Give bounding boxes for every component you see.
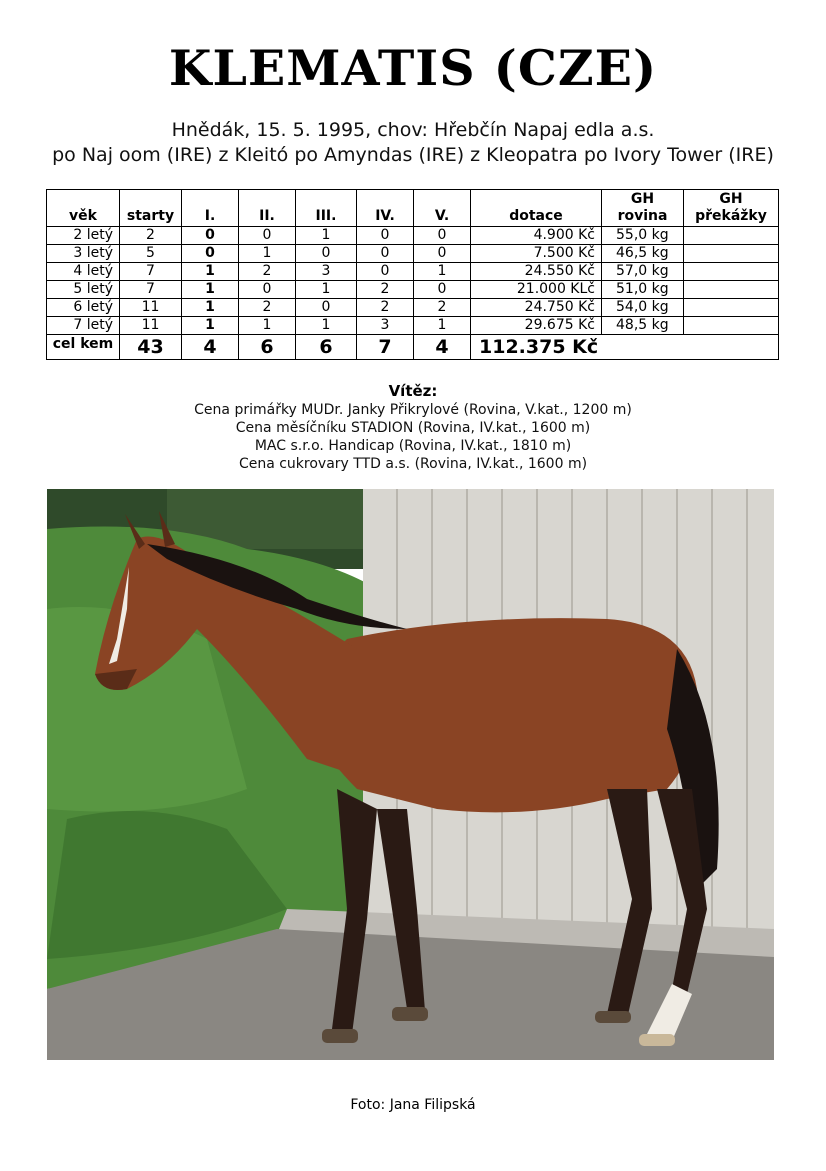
table-row <box>47 281 779 299</box>
starts-cell: 11 <box>120 299 182 317</box>
age-cell: 4 letý <box>47 263 120 281</box>
starts-cell: 11 <box>120 317 182 335</box>
third-place-cell: 1 <box>296 281 357 299</box>
gh-jumps-cell <box>684 227 779 245</box>
second-place-cell: 1 <box>239 245 296 263</box>
win-item: Cena primářky MUDr. Janky Přikrylové (Rovina, V.kat., 1200 m) <box>194 402 632 418</box>
earnings-cell: 7.500 Kč <box>471 245 602 263</box>
total-third: 6 <box>296 335 357 360</box>
gh-flat-cell: 54,0 kg <box>602 299 684 317</box>
header-gh-jumps <box>684 190 779 227</box>
first-place-cell: 1 <box>182 281 239 299</box>
fourth-place-cell: 0 <box>357 227 414 245</box>
gh-jumps-cell <box>684 299 779 317</box>
second-place-cell: 2 <box>239 299 296 317</box>
gh-flat-cell: 57,0 kg <box>602 263 684 281</box>
header-second: II. <box>239 190 296 227</box>
fourth-place-cell: 3 <box>357 317 414 335</box>
gh-flat-cell: 51,0 kg <box>602 281 684 299</box>
header-fourth: IV. <box>357 190 414 227</box>
horse-photo-illustration <box>47 489 774 1060</box>
horse-pedigree: po Naj oom (IRE) z Kleitó po Amyndas (IRE) z Kleopatra po Ivory Tower (IRE) <box>52 144 774 166</box>
header-age: věk <box>47 190 120 227</box>
header-gh-jumps-label: GH překážky <box>695 191 767 224</box>
earnings-cell: 24.550 Kč <box>471 263 602 281</box>
fourth-place-cell: 2 <box>357 299 414 317</box>
fourth-place-cell: 0 <box>357 245 414 263</box>
age-cell: 2 letý <box>47 227 120 245</box>
gh-jumps-cell <box>684 281 779 299</box>
gh-jumps-cell <box>684 245 779 263</box>
second-place-cell: 1 <box>239 317 296 335</box>
horse-details: Hnědák, 15. 5. 1995, chov: Hřebčín Napaj edla a.s. <box>171 119 655 141</box>
total-second: 6 <box>239 335 296 360</box>
winner-heading: Vítěz: <box>388 382 438 400</box>
table-row <box>47 227 779 245</box>
header-gh-flat-label: GH rovina <box>617 191 668 224</box>
header-first: I. <box>182 190 239 227</box>
third-place-cell: 0 <box>296 245 357 263</box>
horse-photo <box>47 489 774 1060</box>
earnings-cell: 4.900 Kč <box>471 227 602 245</box>
header-starts: starty <box>120 190 182 227</box>
wins-list <box>0 401 826 473</box>
earnings-cell: 24.750 Kč <box>471 299 602 317</box>
total-starts: 43 <box>120 335 182 360</box>
gh-jumps-cell <box>684 263 779 281</box>
total-blank-cell <box>684 335 779 360</box>
total-first: 4 <box>182 335 239 360</box>
gh-flat-cell: 48,5 kg <box>602 317 684 335</box>
fourth-place-cell: 2 <box>357 281 414 299</box>
second-place-cell: 2 <box>239 263 296 281</box>
fifth-place-cell: 0 <box>414 227 471 245</box>
header-third: III. <box>296 190 357 227</box>
age-cell: 5 letý <box>47 281 120 299</box>
earnings-cell: 29.675 Kč <box>471 317 602 335</box>
first-place-cell: 1 <box>182 317 239 335</box>
table-total-row <box>47 335 779 360</box>
win-item: Cena cukrovary TTD a.s. (Rovina, IV.kat., 1600 m) <box>238 456 588 472</box>
first-place-cell: 0 <box>182 245 239 263</box>
gh-flat-cell: 46,5 kg <box>602 245 684 263</box>
table-row <box>47 299 779 317</box>
total-fifth: 4 <box>414 335 471 360</box>
age-cell: 6 letý <box>47 299 120 317</box>
third-place-cell: 3 <box>296 263 357 281</box>
header-gh-flat <box>602 190 684 227</box>
third-place-cell: 1 <box>296 227 357 245</box>
total-fourth: 7 <box>357 335 414 360</box>
horse-name-title: KLEMATIS (CZE) <box>168 39 658 97</box>
first-place-cell: 1 <box>182 263 239 281</box>
win-item: Cena měsíčníku STADION (Rovina, IV.kat., 1600 m) <box>235 420 591 436</box>
age-cell: 7 letý <box>47 317 120 335</box>
fifth-place-cell: 1 <box>414 263 471 281</box>
fifth-place-cell: 0 <box>414 281 471 299</box>
starts-cell: 2 <box>120 227 182 245</box>
race-record-table <box>46 189 779 360</box>
total-earnings: 112.375 Kč <box>471 335 684 360</box>
photo-credit: Foto: Jana Filipská <box>350 1097 476 1113</box>
fifth-place-cell: 2 <box>414 299 471 317</box>
first-place-cell: 1 <box>182 299 239 317</box>
starts-cell: 5 <box>120 245 182 263</box>
table-row <box>47 263 779 281</box>
first-place-cell: 0 <box>182 227 239 245</box>
gh-jumps-cell <box>684 317 779 335</box>
fourth-place-cell: 0 <box>357 263 414 281</box>
third-place-cell: 0 <box>296 299 357 317</box>
header-earnings: dotace <box>471 190 602 227</box>
total-label: cel kem <box>47 335 120 360</box>
earnings-cell: 21.000 KLč <box>471 281 602 299</box>
starts-cell: 7 <box>120 281 182 299</box>
second-place-cell: 0 <box>239 227 296 245</box>
table-row <box>47 245 779 263</box>
second-place-cell: 0 <box>239 281 296 299</box>
header-fifth: V. <box>414 190 471 227</box>
gh-flat-cell: 55,0 kg <box>602 227 684 245</box>
starts-cell: 7 <box>120 263 182 281</box>
table-row <box>47 317 779 335</box>
fifth-place-cell: 1 <box>414 317 471 335</box>
age-cell: 3 letý <box>47 245 120 263</box>
table-header-row <box>47 190 779 227</box>
third-place-cell: 1 <box>296 317 357 335</box>
win-item: MAC s.r.o. Handicap (Rovina, IV.kat., 1810 m) <box>254 438 572 454</box>
fifth-place-cell: 0 <box>414 245 471 263</box>
